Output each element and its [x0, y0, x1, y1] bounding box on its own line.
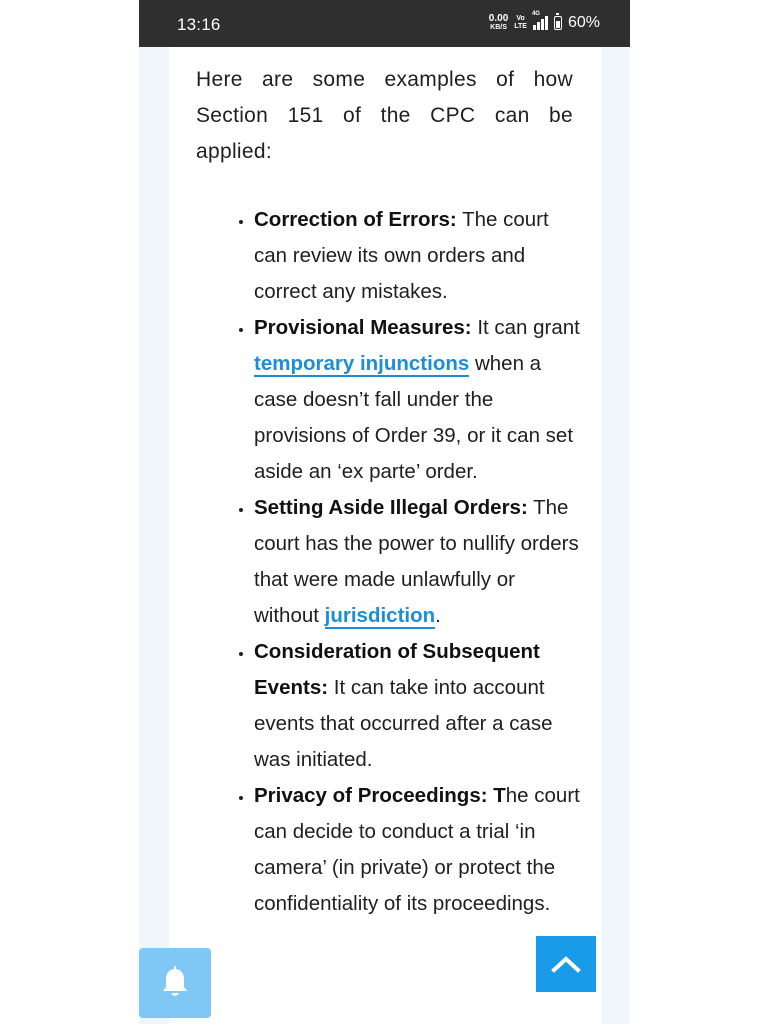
signal-bar: [545, 16, 548, 30]
signal-icon: [531, 11, 548, 30]
network-speed-value: 0.00: [488, 13, 509, 24]
item-text: .: [435, 604, 441, 627]
network-type: 4G: [531, 11, 540, 17]
signal-bar: [533, 25, 536, 30]
phone-screen: [139, 0, 630, 1024]
battery-level: [556, 21, 560, 28]
item-text: It can grant: [471, 316, 580, 339]
temporary-injunctions-link[interactable]: temporary injunctions: [254, 352, 470, 375]
item-title: Setting Aside Illegal Orders:: [254, 496, 528, 519]
item-title: Correction of Errors:: [254, 208, 457, 231]
jurisdiction-link[interactable]: jurisdiction: [324, 604, 436, 627]
list-item: [254, 490, 584, 634]
list-item: [254, 778, 584, 922]
examples-list: [229, 202, 584, 922]
item-text: It can take into account events that occurred after a case was initiated.: [254, 676, 553, 771]
list-item: [254, 634, 584, 778]
network-speed-unit: KB/S: [490, 24, 507, 31]
status-bar: [139, 0, 630, 47]
list-item: [254, 310, 584, 490]
item-text: when a case doesn’t fall under the provisions of Order 39, or it can set aside an ‘ex parte’ order.: [254, 352, 574, 483]
article-content: [169, 47, 601, 1024]
item-text: The court has the power to nullify orders that were made unlawfully or without: [254, 496, 579, 627]
volte-top: Vo: [516, 15, 525, 22]
scroll-to-top-button[interactable]: [536, 936, 596, 992]
item-title: Consideration of Subsequent Events:: [254, 640, 540, 699]
item-text: The court can review its own orders and correct any mistakes.: [254, 208, 549, 303]
list-item: [254, 202, 584, 310]
status-time: 13:16: [177, 15, 221, 34]
bell-icon: [159, 966, 191, 1000]
signal-bar: [541, 19, 544, 30]
battery-icon: [554, 16, 562, 30]
item-text: he court can decide to conduct a trial ‘in camera’ (in private) or protect the confidentiality of its proceedings.: [254, 784, 580, 915]
network-speed: [489, 14, 508, 32]
item-title: Privacy of Proceedings: T: [254, 784, 506, 807]
status-icons: [488, 11, 600, 32]
item-title: Provisional Measures:: [254, 316, 472, 339]
chevron-up-icon: [550, 954, 582, 974]
article-intro: Here are some examples of how Section 151 of the CPC can be applied:: [196, 68, 573, 163]
battery-percent: 60%: [567, 14, 600, 31]
notification-button[interactable]: [139, 948, 211, 1018]
signal-bar: [537, 22, 540, 30]
volte-bottom: LTE: [514, 23, 527, 30]
volte-icon: [514, 15, 527, 31]
